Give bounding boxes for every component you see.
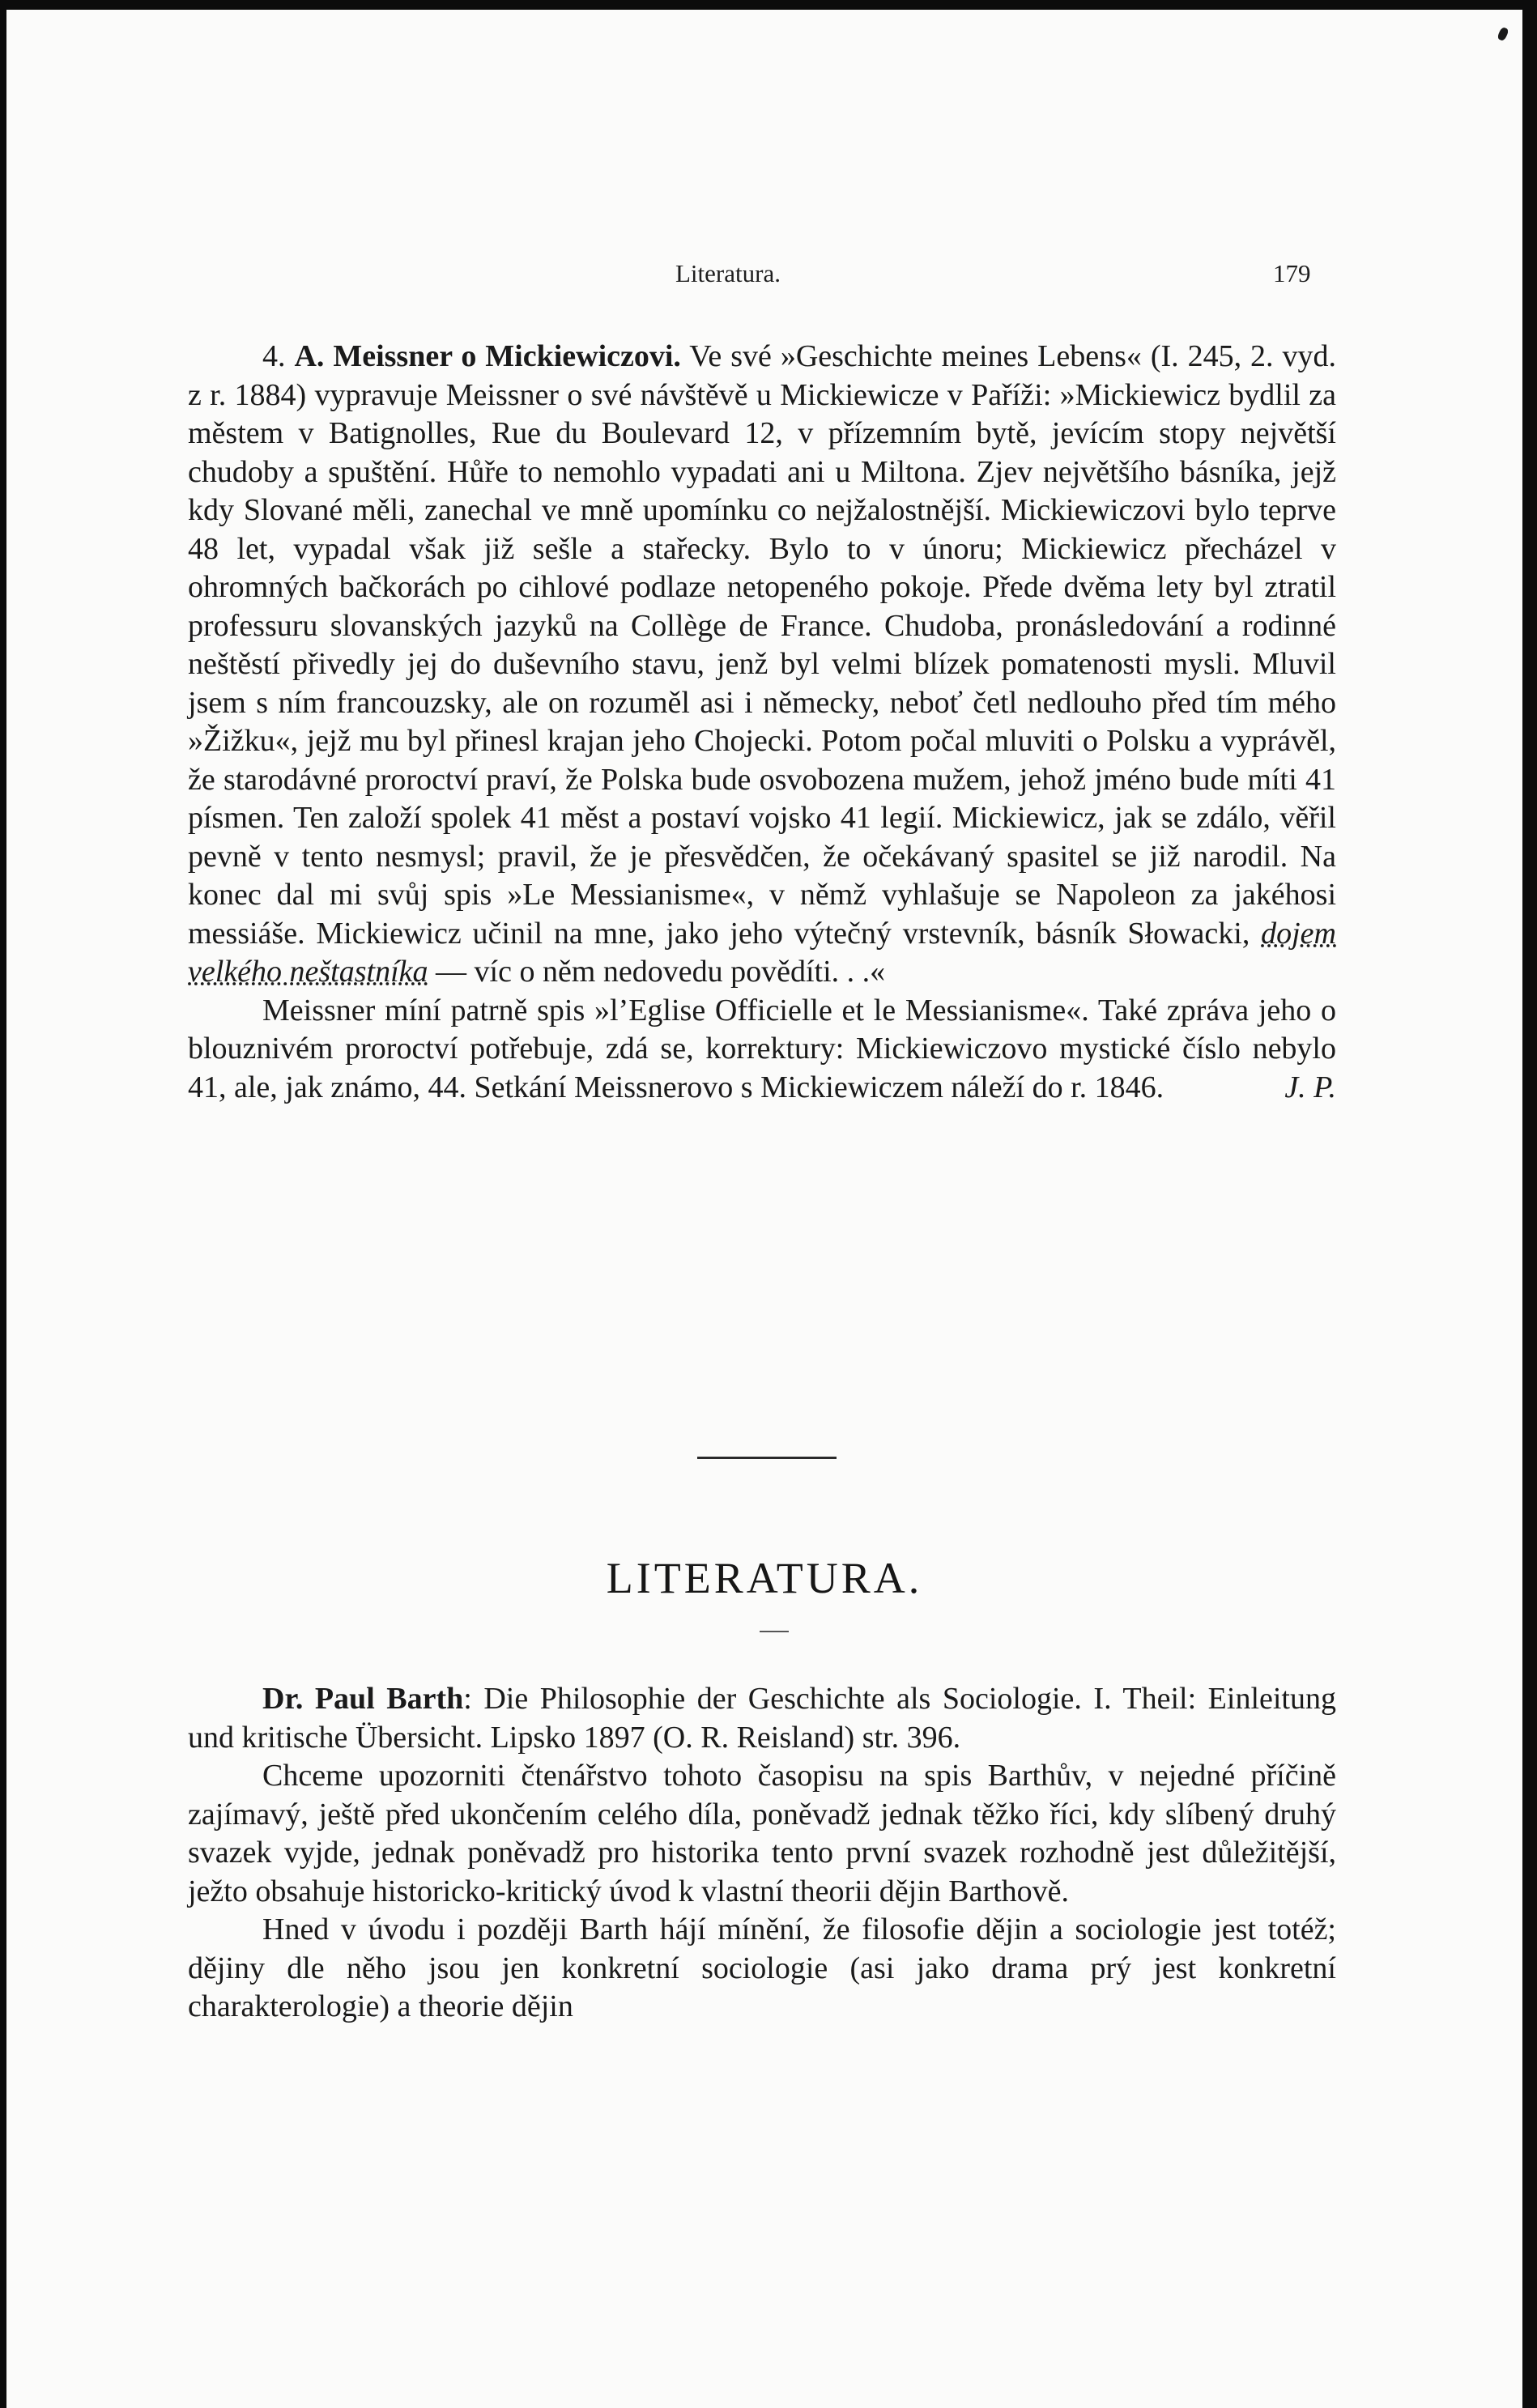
- note-signature: J. P.: [1284, 1070, 1336, 1104]
- ink-mark: [1497, 27, 1509, 42]
- page-number: 179: [1273, 259, 1311, 287]
- review-author: Dr. Paul Barth: [262, 1682, 464, 1716]
- note-section: [188, 338, 1336, 1107]
- page: [6, 10, 1522, 2408]
- note-paragraph-1: [188, 338, 1336, 992]
- note-text-end: — víc o něm nedovedu povědíti. . .«: [436, 955, 886, 989]
- note-paragraph-2: [188, 992, 1336, 1108]
- review-paragraph-1: Chceme upozorniti čtenářstvo tohoto časopisu na spis Barthův, v nejedné příčině zajímavý, ještě před ukončením celého díla, poněvadž jednak těžko říci, kdy slíbený druhý svazek vyjde, jednak poněvadž pro historika tento první svazek rozhodně jest důležitější, ježto obsahuje historicko-kritický úvod k vlastní theorii dějin Barthově.: [188, 1759, 1336, 1908]
- running-head: [6, 259, 1522, 291]
- review-citation-text: : Die Philosophie der Geschichte als Sociologie. I. Theil: Einleitung und kritische Übersicht. Lipsko 1897 (O. R. Reisland) str. 396.: [188, 1682, 1336, 1755]
- section-title: LITERATURA.: [606, 1554, 923, 1602]
- review-paragraph-2: Hned v úvodu i později Barth hájí mínění, že filosofie dějin a sociologie jest totéž; dějiny dle něho jsou jen konkretní sociologie (asi jako drama prý jest konkretní charakterologie) a theorie dějin: [188, 1912, 1336, 2023]
- title-underline: [760, 1631, 789, 1632]
- note-quote-italic: dojem velkého neštastníka: [188, 916, 1336, 989]
- review-section: [188, 1680, 1336, 2027]
- section-divider: [697, 1457, 837, 1459]
- note-para2-text: Meissner míní patrně spis »l’Eglise Officielle et le Messianisme«. Také zpráva jeho o blouznivém proroctví potřebuje, zdá se, korrektury: Mickiewiczovo mystické číslo nebylo 41, ale, jak známo, 44. Setkání Meissnerovo s Mickiewiczem náleží do r. 1846.: [188, 993, 1336, 1104]
- review-citation: [188, 1680, 1336, 1757]
- note-heading: A. Meissner o Mickiewiczovi.: [294, 339, 681, 373]
- running-head-title: Literatura.: [675, 259, 781, 287]
- note-number: 4.: [262, 339, 286, 373]
- note-text: Ve své »Geschichte meines Lebens« (I. 245, 2. vyd. z r. 1884) vypravuje Meissner o své návštěvě u Mickiewicze v Paříži: »Mickiewicz bydlil za městem v Batignolles, Rue du Boulevard 12, v přízemním bytě, jevícím stopy největší chudoby a spuštění. Hůře to nemohlo vypadati ani u Miltona. Zjev největšího básníka, jejž kdy Slované měli, zanechal ve mně upomínku co nejžalostnější. Mickiewiczovi bylo teprve 48 let, vypadal však již sešle a stařecky. Bylo to v únoru; Mickiewicz přecházel v ohromných bačkorách po cihlové podlaze netopeného pokoje. Přede dvěma lety byl ztratil professuru slovanských jazyků na Collège de France. Chudoba, pronásledování a rodinné neštěstí přivedly jej do duševního stavu, jenž byl velmi blízek pomatenosti mysli. Mluvil jsem s ním francouzsky, ale on rozuměl asi i německy, neboť četl nedlouho před tím mého »Žižku«, jejž mu byl přinesl krajan jeho Chojecki. Potom počal mluviti o Polsku a vyprávěl, že starodávné proroctví praví, že Polska bude osvobozena mužem, jehož jméno bude míti 41 písmen. Ten založí spolek 41 měst a postaví vojsko 41 legií. Mickiewicz, jak se zdálo, věřil pevně v tento nesmysl; pravil, že je přesvědčen, že očekávaný spasitel se již narodil. Na konec dal mi svůj spis »Le Messianisme«, v němž vyhlašuje se Napoleon za jakéhosi messiáše. Mickiewicz učinil na mne, jako jeho výtečný vrstevník, básník Słowacki,: [188, 339, 1336, 951]
